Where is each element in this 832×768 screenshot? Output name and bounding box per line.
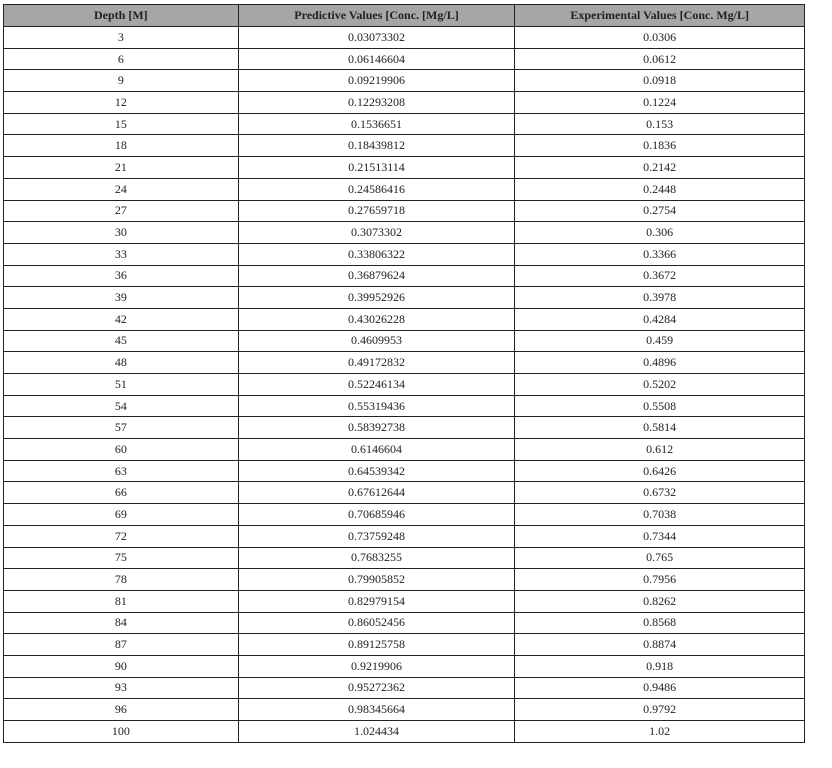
table-row — [4, 308, 805, 330]
depth-cell: 93 — [4, 677, 239, 699]
depth-cell: 96 — [4, 699, 239, 721]
depth-cell: 90 — [4, 655, 239, 677]
experimental-cell: 0.8568 — [515, 612, 805, 634]
predictive-cell: 0.6146604 — [238, 439, 515, 461]
predictive-cell: 0.58392738 — [238, 417, 515, 439]
depth-cell: 54 — [4, 395, 239, 417]
predictive-cell: 0.64539342 — [238, 460, 515, 482]
table-row — [4, 135, 805, 157]
experimental-cell: 0.0306 — [515, 27, 805, 49]
experimental-cell: 0.7956 — [515, 569, 805, 591]
experimental-cell: 0.5508 — [515, 395, 805, 417]
depth-cell: 18 — [4, 135, 239, 157]
experimental-cell: 0.7344 — [515, 525, 805, 547]
predictive-cell: 0.73759248 — [238, 525, 515, 547]
depth-cell: 15 — [4, 113, 239, 135]
depth-cell: 33 — [4, 243, 239, 265]
depth-cell: 24 — [4, 178, 239, 200]
predictive-cell: 0.3073302 — [238, 222, 515, 244]
predictive-cell: 0.09219906 — [238, 70, 515, 92]
table-row — [4, 655, 805, 677]
depth-cell: 63 — [4, 460, 239, 482]
table-row — [4, 547, 805, 569]
table-row — [4, 612, 805, 634]
predictive-cell: 0.9219906 — [238, 655, 515, 677]
experimental-cell: 0.3978 — [515, 287, 805, 309]
predictive-cell: 0.4609953 — [238, 330, 515, 352]
depth-cell: 45 — [4, 330, 239, 352]
predictive-cell: 0.55319436 — [238, 395, 515, 417]
depth-cell: 6 — [4, 48, 239, 70]
predictive-cell: 0.70685946 — [238, 504, 515, 526]
depth-cell: 27 — [4, 200, 239, 222]
table-row — [4, 504, 805, 526]
depth-cell: 36 — [4, 265, 239, 287]
header-row — [4, 5, 805, 27]
predictive-cell: 1.024434 — [238, 721, 515, 743]
predictive-cell: 0.79905852 — [238, 569, 515, 591]
depth-cell: 30 — [4, 222, 239, 244]
depth-concentration-table — [3, 4, 805, 743]
predictive-cell: 0.43026228 — [238, 308, 515, 330]
table-row — [4, 222, 805, 244]
table-row — [4, 395, 805, 417]
table-row — [4, 482, 805, 504]
experimental-cell: 0.1224 — [515, 92, 805, 114]
predictive-cell: 0.21513114 — [238, 157, 515, 179]
predictive-cell: 0.67612644 — [238, 482, 515, 504]
experimental-cell: 0.8874 — [515, 634, 805, 656]
table-row — [4, 374, 805, 396]
experimental-cell: 0.306 — [515, 222, 805, 244]
table-row — [4, 634, 805, 656]
predictive-cell: 0.82979154 — [238, 590, 515, 612]
table-row — [4, 699, 805, 721]
experimental-cell: 0.2754 — [515, 200, 805, 222]
predictive-cell: 0.27659718 — [238, 200, 515, 222]
experimental-cell: 0.6426 — [515, 460, 805, 482]
predictive-cell: 0.7683255 — [238, 547, 515, 569]
depth-cell: 39 — [4, 287, 239, 309]
experimental-cell: 0.8262 — [515, 590, 805, 612]
table-row — [4, 200, 805, 222]
predictive-cell: 0.18439812 — [238, 135, 515, 157]
table-row — [4, 590, 805, 612]
predictive-cell: 0.33806322 — [238, 243, 515, 265]
table-row — [4, 569, 805, 591]
depth-cell: 69 — [4, 504, 239, 526]
experimental-cell: 0.6732 — [515, 482, 805, 504]
table-row — [4, 721, 805, 743]
experimental-cell: 0.5814 — [515, 417, 805, 439]
predictive-cell: 0.39952926 — [238, 287, 515, 309]
depth-cell: 21 — [4, 157, 239, 179]
experimental-cell: 0.2142 — [515, 157, 805, 179]
depth-cell: 72 — [4, 525, 239, 547]
table-row — [4, 70, 805, 92]
depth-cell: 42 — [4, 308, 239, 330]
table-body — [4, 27, 805, 743]
table-row — [4, 27, 805, 49]
header-experimental: Experimental Values [Conc. Mg/L] — [515, 5, 805, 27]
experimental-cell: 0.4284 — [515, 308, 805, 330]
experimental-cell: 0.7038 — [515, 504, 805, 526]
table-row — [4, 178, 805, 200]
depth-cell: 12 — [4, 92, 239, 114]
experimental-cell: 1.02 — [515, 721, 805, 743]
predictive-cell: 0.49172832 — [238, 352, 515, 374]
experimental-cell: 0.9486 — [515, 677, 805, 699]
table-row — [4, 439, 805, 461]
header-depth: Depth [M] — [4, 5, 239, 27]
experimental-cell: 0.3366 — [515, 243, 805, 265]
table-row — [4, 265, 805, 287]
depth-cell: 84 — [4, 612, 239, 634]
experimental-cell: 0.153 — [515, 113, 805, 135]
predictive-cell: 0.03073302 — [238, 27, 515, 49]
experimental-cell: 0.9792 — [515, 699, 805, 721]
experimental-cell: 0.5202 — [515, 374, 805, 396]
predictive-cell: 0.06146604 — [238, 48, 515, 70]
table-row — [4, 525, 805, 547]
depth-cell: 9 — [4, 70, 239, 92]
predictive-cell: 0.89125758 — [238, 634, 515, 656]
experimental-cell: 0.459 — [515, 330, 805, 352]
predictive-cell: 0.36879624 — [238, 265, 515, 287]
depth-cell: 66 — [4, 482, 239, 504]
experimental-cell: 0.918 — [515, 655, 805, 677]
table-row — [4, 157, 805, 179]
experimental-cell: 0.4896 — [515, 352, 805, 374]
depth-cell: 100 — [4, 721, 239, 743]
predictive-cell: 0.1536651 — [238, 113, 515, 135]
experimental-cell: 0.612 — [515, 439, 805, 461]
depth-cell: 60 — [4, 439, 239, 461]
predictive-cell: 0.12293208 — [238, 92, 515, 114]
experimental-cell: 0.1836 — [515, 135, 805, 157]
depth-cell: 81 — [4, 590, 239, 612]
header-predictive: Predictive Values [Conc. [Mg/L] — [238, 5, 515, 27]
predictive-cell: 0.86052456 — [238, 612, 515, 634]
experimental-cell: 0.2448 — [515, 178, 805, 200]
depth-cell: 57 — [4, 417, 239, 439]
table-row — [4, 417, 805, 439]
table-row — [4, 92, 805, 114]
predictive-cell: 0.95272362 — [238, 677, 515, 699]
table-row — [4, 352, 805, 374]
experimental-cell: 0.765 — [515, 547, 805, 569]
table-row — [4, 460, 805, 482]
table-row — [4, 243, 805, 265]
depth-cell: 87 — [4, 634, 239, 656]
experimental-cell: 0.0918 — [515, 70, 805, 92]
depth-cell: 3 — [4, 27, 239, 49]
predictive-cell: 0.98345664 — [238, 699, 515, 721]
experimental-cell: 0.0612 — [515, 48, 805, 70]
table-row — [4, 48, 805, 70]
table-row — [4, 330, 805, 352]
predictive-cell: 0.52246134 — [238, 374, 515, 396]
depth-cell: 51 — [4, 374, 239, 396]
table-row — [4, 677, 805, 699]
depth-cell: 48 — [4, 352, 239, 374]
predictive-cell: 0.24586416 — [238, 178, 515, 200]
table-row — [4, 113, 805, 135]
depth-cell: 75 — [4, 547, 239, 569]
depth-cell: 78 — [4, 569, 239, 591]
table-row — [4, 287, 805, 309]
experimental-cell: 0.3672 — [515, 265, 805, 287]
